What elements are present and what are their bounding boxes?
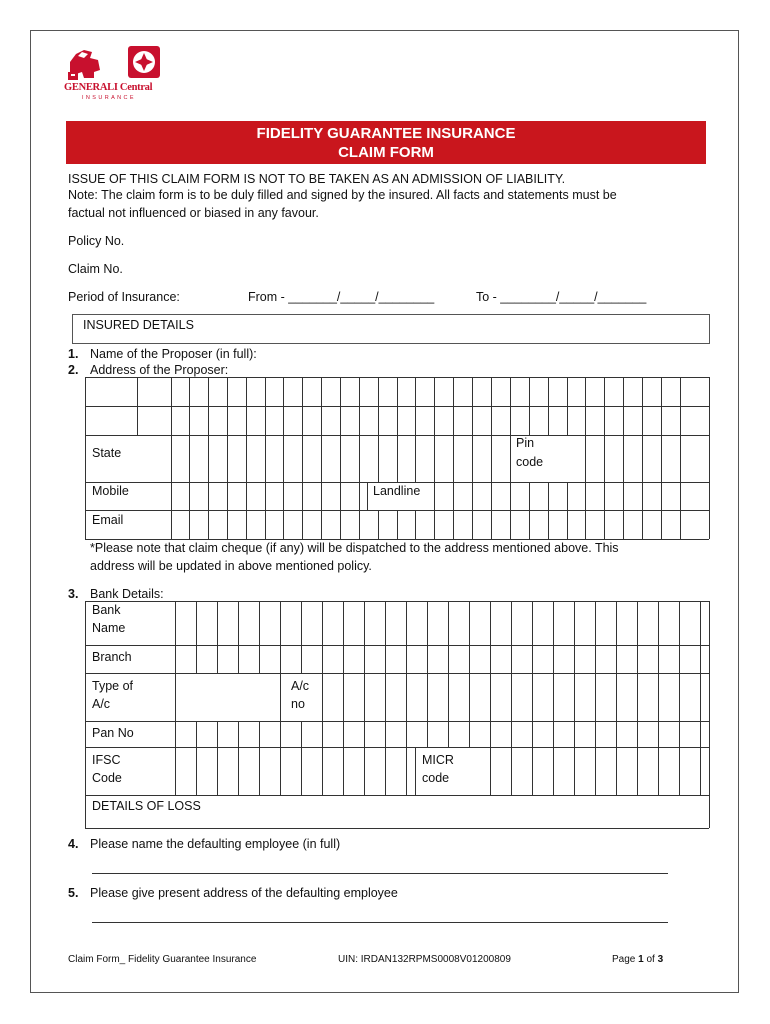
grid-col-line <box>595 721 596 747</box>
grid-col-line <box>259 601 260 645</box>
grid-row-line <box>85 795 709 796</box>
grid-col-line <box>367 482 368 510</box>
grid-col-line <box>427 601 428 645</box>
grid-col-line <box>359 510 360 539</box>
grid-col-line <box>280 645 281 673</box>
grid-col-line <box>574 721 575 747</box>
grid-col-line <box>427 645 428 673</box>
grid-col-line <box>343 721 344 747</box>
grid-col-line <box>385 601 386 645</box>
grid-col-line <box>616 645 617 673</box>
grid-col-line <box>259 747 260 795</box>
address-grid[interactable] <box>85 377 709 539</box>
footer-page-number <box>612 954 663 965</box>
grid-col-line <box>246 377 247 435</box>
grid-col-line <box>680 510 681 539</box>
grid-col-line <box>385 645 386 673</box>
grid-col-line <box>453 435 454 482</box>
grid-col-line <box>585 435 586 482</box>
grid-col-line <box>553 721 554 747</box>
grid-col-line <box>189 510 190 539</box>
note-line2: factual not influenced or biased in any favour. <box>68 206 319 220</box>
grid-col-line <box>529 510 530 539</box>
grid-col-line <box>448 601 449 645</box>
grid-col-line <box>427 673 428 721</box>
grid-col-line <box>302 435 303 482</box>
grid-col-line <box>85 601 86 828</box>
grid-col-line <box>265 510 266 539</box>
grid-col-line <box>322 601 323 645</box>
grid-col-line <box>343 601 344 645</box>
grid-col-line <box>321 482 322 510</box>
grid-col-line <box>453 377 454 435</box>
grid-col-line <box>301 645 302 673</box>
q2-label: Address of the Proposer: <box>90 363 229 377</box>
grid-col-line <box>175 721 176 747</box>
grid-col-line <box>359 482 360 510</box>
grid-col-line <box>171 435 172 482</box>
grid-col-line <box>679 721 680 747</box>
grid-col-line <box>637 747 638 795</box>
grid-row-line <box>85 482 709 483</box>
grid-col-line <box>709 377 710 539</box>
grid-col-line <box>616 747 617 795</box>
grid-col-line <box>259 721 260 747</box>
grid-col-line <box>680 377 681 435</box>
grid-col-line <box>448 721 449 747</box>
grid-col-line <box>595 601 596 645</box>
grid-col-line <box>171 510 172 539</box>
grid-col-line <box>510 435 511 482</box>
grid-col-line <box>623 377 624 435</box>
grid-col-line <box>246 510 247 539</box>
logo-emblem-icon <box>64 42 174 82</box>
grid-col-line <box>302 510 303 539</box>
details-of-loss-heading: DETAILS OF LOSS <box>92 799 201 813</box>
grid-col-line <box>567 482 568 510</box>
grid-col-line <box>604 377 605 435</box>
form-title-banner <box>66 121 706 164</box>
grid-col-line <box>532 645 533 673</box>
q1-label: Name of the Proposer (in full): <box>90 347 257 361</box>
grid-col-line <box>415 377 416 435</box>
grid-col-line <box>340 482 341 510</box>
grid-col-line <box>208 510 209 539</box>
grid-col-line <box>259 645 260 673</box>
grid-col-line <box>700 645 701 673</box>
grid-col-line <box>637 601 638 645</box>
grid-col-line <box>217 721 218 747</box>
q5-answer-line[interactable] <box>92 922 668 923</box>
grid-col-line <box>700 673 701 721</box>
branch-label: Branch <box>92 650 132 664</box>
grid-col-line <box>340 435 341 482</box>
grid-col-line <box>283 510 284 539</box>
grid-col-line <box>680 482 681 510</box>
grid-col-line <box>246 482 247 510</box>
grid-col-line <box>340 510 341 539</box>
grid-col-line <box>427 721 428 747</box>
grid-col-line <box>217 645 218 673</box>
grid-col-line <box>385 747 386 795</box>
grid-col-line <box>567 377 568 435</box>
grid-row-line <box>85 828 709 829</box>
grid-col-line <box>321 377 322 435</box>
grid-col-line <box>616 721 617 747</box>
grid-col-line <box>406 601 407 645</box>
grid-col-line <box>490 673 491 721</box>
grid-col-line <box>574 673 575 721</box>
grid-col-line <box>238 645 239 673</box>
grid-col-line <box>510 482 511 510</box>
grid-col-line <box>658 721 659 747</box>
grid-col-line <box>217 601 218 645</box>
grid-col-line <box>448 645 449 673</box>
ifsc-label-1: IFSC <box>92 753 121 767</box>
grid-col-line <box>196 645 197 673</box>
grid-col-line <box>359 377 360 435</box>
grid-col-line <box>196 747 197 795</box>
grid-col-line <box>227 377 228 435</box>
q1-number: 1. <box>68 347 79 361</box>
grid-col-line <box>364 721 365 747</box>
grid-col-line <box>196 721 197 747</box>
grid-col-line <box>364 601 365 645</box>
footer-form-name: Claim Form_ Fidelity Guarantee Insurance <box>68 954 257 965</box>
grid-col-line <box>637 645 638 673</box>
grid-col-line <box>283 435 284 482</box>
grid-col-line <box>227 510 228 539</box>
grid-col-line <box>623 482 624 510</box>
grid-col-line <box>679 601 680 645</box>
grid-col-line <box>171 482 172 510</box>
grid-col-line <box>189 435 190 482</box>
grid-col-line <box>175 747 176 795</box>
grid-col-line <box>661 435 662 482</box>
account-type-label-1: Type of <box>92 679 133 693</box>
insured-details-heading: INSURED DETAILS <box>83 318 194 332</box>
grid-col-line <box>661 482 662 510</box>
q4-label: Please name the defaulting employee (in full) <box>90 837 341 851</box>
period-to-field[interactable]: To - ________/_____/_______ <box>476 290 647 304</box>
grid-col-line <box>511 645 512 673</box>
grid-col-line <box>595 747 596 795</box>
liability-notice: ISSUE OF THIS CLAIM FORM IS NOT TO BE TAKEN AS AN ADMISSION OF LIABILITY. <box>68 172 566 186</box>
q3-number: 3. <box>68 587 79 601</box>
grid-col-line <box>511 673 512 721</box>
grid-col-line <box>709 601 710 828</box>
grid-col-line <box>171 377 172 435</box>
grid-col-line <box>208 482 209 510</box>
form-title-line2: CLAIM FORM <box>338 144 434 161</box>
grid-col-line <box>585 510 586 539</box>
grid-col-line <box>510 377 511 435</box>
grid-col-line <box>280 601 281 645</box>
ifsc-label-2: Code <box>92 771 122 785</box>
grid-col-line <box>472 482 473 510</box>
grid-col-line <box>415 510 416 539</box>
grid-col-line <box>490 645 491 673</box>
grid-col-line <box>283 482 284 510</box>
grid-col-line <box>469 601 470 645</box>
grid-col-line <box>679 673 680 721</box>
grid-col-line <box>321 435 322 482</box>
grid-col-line <box>227 482 228 510</box>
grid-col-line <box>616 673 617 721</box>
grid-col-line <box>529 377 530 435</box>
grid-col-line <box>238 747 239 795</box>
bank-name-label-1: Bank <box>92 603 121 617</box>
q5-label: Please give present address of the defaulting employee <box>90 886 398 900</box>
grid-col-line <box>175 673 176 721</box>
grid-col-line <box>472 435 473 482</box>
grid-col-line <box>604 435 605 482</box>
grid-col-line <box>322 721 323 747</box>
grid-col-line <box>491 435 492 482</box>
grid-col-line <box>448 673 449 721</box>
bank-details-grid[interactable] <box>85 601 729 828</box>
q4-answer-line[interactable] <box>92 873 668 874</box>
grid-col-line <box>301 601 302 645</box>
grid-col-line <box>265 377 266 435</box>
pin-label-2: code <box>516 455 544 469</box>
grid-col-line <box>359 435 360 482</box>
grid-col-line <box>658 673 659 721</box>
grid-col-line <box>378 435 379 482</box>
policy-no-label: Policy No. <box>68 234 125 248</box>
grid-row-line <box>85 539 709 540</box>
grid-col-line <box>511 601 512 645</box>
grid-col-line <box>280 747 281 795</box>
grid-col-line <box>491 510 492 539</box>
grid-col-line <box>637 721 638 747</box>
grid-col-line <box>322 673 323 721</box>
grid-col-line <box>397 510 398 539</box>
grid-col-line <box>510 510 511 539</box>
grid-col-line <box>434 510 435 539</box>
grid-col-line <box>553 673 554 721</box>
email-label: Email <box>92 513 124 527</box>
micr-label-1: MICR <box>422 753 454 767</box>
grid-col-line <box>623 510 624 539</box>
pan-no-label: Pan No <box>92 726 134 740</box>
grid-col-line <box>301 747 302 795</box>
grid-col-line <box>434 435 435 482</box>
grid-col-line <box>227 435 228 482</box>
grid-col-line <box>661 510 662 539</box>
grid-col-line <box>574 601 575 645</box>
grid-col-line <box>491 482 492 510</box>
period-label: Period of Insurance: <box>68 290 180 304</box>
grid-col-line <box>553 601 554 645</box>
bank-name-label-2: Name <box>92 621 126 635</box>
grid-col-line <box>246 435 247 482</box>
grid-col-line <box>574 747 575 795</box>
generali-logo <box>64 42 174 108</box>
grid-col-line <box>490 601 491 645</box>
grid-col-line <box>585 377 586 435</box>
grid-col-line <box>321 510 322 539</box>
grid-col-line <box>238 601 239 645</box>
grid-col-line <box>364 673 365 721</box>
grid-col-line <box>658 747 659 795</box>
grid-col-line <box>175 645 176 673</box>
grid-col-line <box>434 377 435 435</box>
grid-col-line <box>265 435 266 482</box>
grid-col-line <box>378 510 379 539</box>
grid-col-line <box>378 377 379 435</box>
form-title-line1: FIDELITY GUARANTEE INSURANCE <box>256 125 516 142</box>
grid-col-line <box>85 377 86 539</box>
page-prefix: Page <box>612 954 639 965</box>
account-no-label-1: A/c <box>291 679 310 693</box>
grid-col-line <box>302 377 303 435</box>
grid-col-line <box>680 435 681 482</box>
grid-col-line <box>406 645 407 673</box>
grid-col-line <box>679 645 680 673</box>
grid-col-line <box>283 377 284 435</box>
grid-col-line <box>490 747 491 795</box>
claim-no-label: Claim No. <box>68 262 123 276</box>
grid-col-line <box>469 721 470 747</box>
grid-col-line <box>679 747 680 795</box>
grid-col-line <box>343 673 344 721</box>
logo-sub-text: INSURANCE <box>82 95 136 101</box>
note-line1: Note: The claim form is to be duly filled and signed by the insured. All facts and statements must be <box>68 188 617 202</box>
grid-col-line <box>415 435 416 482</box>
grid-col-line <box>189 482 190 510</box>
grid-col-line <box>585 482 586 510</box>
cheque-note-line2: address will be updated in above mentioned policy. <box>90 559 372 573</box>
grid-col-line <box>280 673 281 721</box>
grid-col-line <box>343 645 344 673</box>
grid-col-line <box>700 721 701 747</box>
grid-col-line <box>553 645 554 673</box>
grid-col-line <box>548 377 549 435</box>
grid-col-line <box>553 747 554 795</box>
grid-col-line <box>469 673 470 721</box>
mobile-label: Mobile <box>92 484 129 498</box>
grid-col-line <box>637 673 638 721</box>
grid-col-line <box>406 673 407 721</box>
grid-col-line <box>415 747 416 795</box>
grid-col-line <box>529 482 530 510</box>
q5-number: 5. <box>68 886 79 900</box>
grid-col-line <box>397 377 398 435</box>
grid-col-line <box>642 435 643 482</box>
grid-col-line <box>301 721 302 747</box>
grid-col-line <box>322 645 323 673</box>
grid-col-line <box>385 673 386 721</box>
grid-col-line <box>137 377 138 435</box>
micr-label-2: code <box>422 771 450 785</box>
grid-col-line <box>469 645 470 673</box>
grid-col-line <box>616 601 617 645</box>
grid-col-line <box>472 510 473 539</box>
grid-col-line <box>434 482 435 510</box>
insured-details-box <box>72 314 710 344</box>
grid-col-line <box>604 482 605 510</box>
grid-col-line <box>548 482 549 510</box>
grid-col-line <box>322 747 323 795</box>
grid-col-line <box>238 721 239 747</box>
grid-col-line <box>397 435 398 482</box>
grid-col-line <box>658 601 659 645</box>
grid-col-line <box>208 377 209 435</box>
grid-col-line <box>364 747 365 795</box>
grid-col-line <box>532 721 533 747</box>
grid-col-line <box>574 645 575 673</box>
footer-uin: UIN: IRDAN132RPMS0008V01200809 <box>338 954 511 965</box>
grid-col-line <box>453 482 454 510</box>
grid-col-line <box>700 747 701 795</box>
grid-col-line <box>189 377 190 435</box>
grid-col-line <box>511 721 512 747</box>
grid-col-line <box>642 510 643 539</box>
page-current: 1 <box>638 954 644 965</box>
q3-label: Bank Details: <box>90 587 164 601</box>
grid-col-line <box>491 377 492 435</box>
grid-col-line <box>406 721 407 747</box>
grid-col-line <box>217 747 218 795</box>
grid-col-line <box>208 435 209 482</box>
grid-col-line <box>700 601 701 645</box>
cheque-note-line1: *Please note that claim cheque (if any) will be dispatched to the address mentioned above. This <box>90 541 619 555</box>
grid-col-line <box>548 510 549 539</box>
grid-col-line <box>595 645 596 673</box>
logo-brand-text: GENERALI Central <box>64 82 153 93</box>
grid-col-line <box>472 377 473 435</box>
grid-col-line <box>567 510 568 539</box>
grid-col-line <box>364 645 365 673</box>
grid-col-line <box>340 377 341 435</box>
grid-col-line <box>532 747 533 795</box>
grid-col-line <box>532 601 533 645</box>
grid-col-line <box>511 747 512 795</box>
grid-col-line <box>595 673 596 721</box>
grid-col-line <box>196 601 197 645</box>
grid-col-line <box>406 747 407 795</box>
landline-label: Landline <box>373 484 421 498</box>
grid-col-line <box>532 673 533 721</box>
q4-number: 4. <box>68 837 79 851</box>
page-of: of <box>643 954 658 965</box>
grid-col-line <box>302 482 303 510</box>
grid-col-line <box>642 482 643 510</box>
grid-col-line <box>265 482 266 510</box>
q2-number: 2. <box>68 363 79 377</box>
grid-col-line <box>604 510 605 539</box>
state-label: State <box>92 446 122 460</box>
page-total: 3 <box>657 954 664 965</box>
grid-col-line <box>642 377 643 435</box>
grid-col-line <box>623 435 624 482</box>
grid-col-line <box>175 601 176 645</box>
grid-col-line <box>453 510 454 539</box>
pin-label-1: Pin <box>516 436 535 450</box>
period-from-field[interactable]: From - _______/_____/________ <box>248 290 435 304</box>
account-type-label-2: A/c <box>92 697 111 711</box>
grid-col-line <box>385 721 386 747</box>
grid-col-line <box>658 645 659 673</box>
grid-col-line <box>343 747 344 795</box>
grid-col-line <box>490 721 491 747</box>
grid-col-line <box>280 721 281 747</box>
account-no-label-2: no <box>291 697 305 711</box>
grid-col-line <box>661 377 662 435</box>
